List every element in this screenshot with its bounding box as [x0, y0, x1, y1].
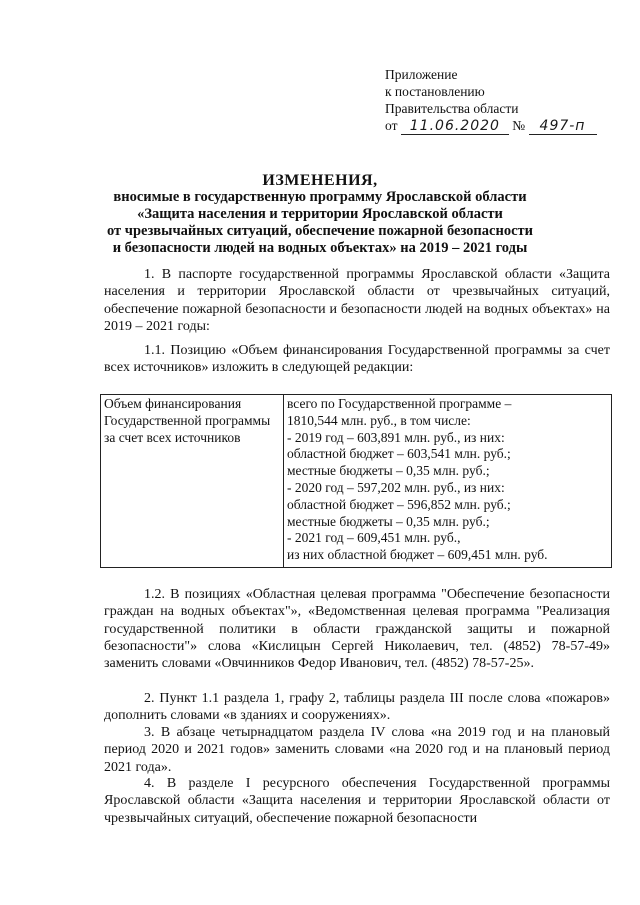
title-heading: ИЗМЕНЕНИЯ,	[262, 172, 378, 189]
table-cell-value	[284, 395, 612, 568]
paragraph-1-2: 1.2. В позициях «Областная целевая программа "Обеспечение безопасности граждан на водных объектах"», «Ведомственная целевая программа "Реализация государственной политики в области гражданской защиты и пожарной безопасности"» слова «Кислицын Сергей Николаевич, тел. (4852) 78-57-49» заменить словами «Овчинников Федор Иванович, тел. (4852) 78-57-25».	[104, 587, 610, 672]
table-value-line: - 2019 год – 603,891 млн. руб., из них:	[287, 429, 505, 445]
table-value-line: областной бюджет – 596,852 млн. руб.;	[287, 496, 511, 512]
title-line-3: от чрезвычайных ситуаций, обеспечение пожарной безопасности	[106, 223, 533, 239]
table-value-line: областной бюджет – 603,541 млн. руб.;	[287, 446, 511, 462]
appendix-number-label: №	[512, 118, 526, 133]
appendix-date: 11.06.2020	[401, 119, 509, 135]
appendix-block	[385, 66, 597, 135]
table-row	[101, 395, 612, 568]
title-line-4: и безопасности людей на водных объектах» на 2019 – 2021 годы	[112, 240, 528, 256]
paragraph-1-1: 1.1. Позицию «Объем финансирования Государственной программы за счет всех источников» изложить в следующей редакции:	[104, 343, 610, 376]
table-value-line: всего по Государственной программе –	[287, 396, 512, 411]
appendix-line-1: Приложение	[385, 67, 458, 82]
appendix-line-3: Правительства области	[385, 101, 519, 116]
paragraph-2: 2. Пункт 1.1 раздела 1, графу 2, таблицы раздела III после слова «пожаров» дополнить словами «в зданиях и сооружениях».	[104, 691, 610, 724]
appendix-number: 497-п	[529, 119, 597, 135]
table-value-line: 1810,544 млн. руб., в том числе:	[287, 412, 471, 428]
table-value-line: из них областной бюджет – 609,451 млн. руб.	[287, 547, 548, 563]
appendix-date-line	[385, 117, 597, 135]
table-value-line: - 2021 год – 609,451 млн. руб.,	[287, 530, 461, 546]
title-line-1: вносимые в государственную программу Ярославской области	[113, 189, 527, 205]
financing-table	[100, 394, 612, 568]
paragraph-1: 1. В паспорте государственной программы Ярославской области «Защита населения и территории Ярославской области от чрезвычайных ситуаций, обеспечение пожарной безопасности и безопасности людей на водных объектах» на 2019 – 2021 годы:	[104, 267, 610, 334]
document-title	[0, 172, 640, 257]
table-value-line: - 2020 год – 597,202 млн. руб., из них:	[287, 479, 505, 495]
table-cell-position: Объем финансирования Государственной программы за счет всех источников	[101, 395, 284, 568]
title-line-2: «Защита населения и территории Ярославской области	[137, 206, 503, 222]
paragraph-3: 3. В абзаце четырнадцатом раздела IV слова «на 2019 год и на плановый период 2020 и 2021 годов» заменить словами «на 2020 год и на плановый период 2021 года».	[104, 725, 610, 775]
paragraph-4: 4. В разделе I ресурсного обеспечения Государственной программы Ярославской области «Защита населения и территории Ярославской области от чрезвычайных ситуаций, обеспечение пожарной безопасности	[104, 776, 610, 826]
appendix-from-label: от	[385, 118, 398, 133]
appendix-line-2: к постановлению	[385, 84, 485, 99]
table-value-line: местные бюджеты – 0,35 млн. руб.;	[287, 463, 490, 479]
table-value-line: местные бюджеты – 0,35 млн. руб.;	[287, 513, 490, 529]
